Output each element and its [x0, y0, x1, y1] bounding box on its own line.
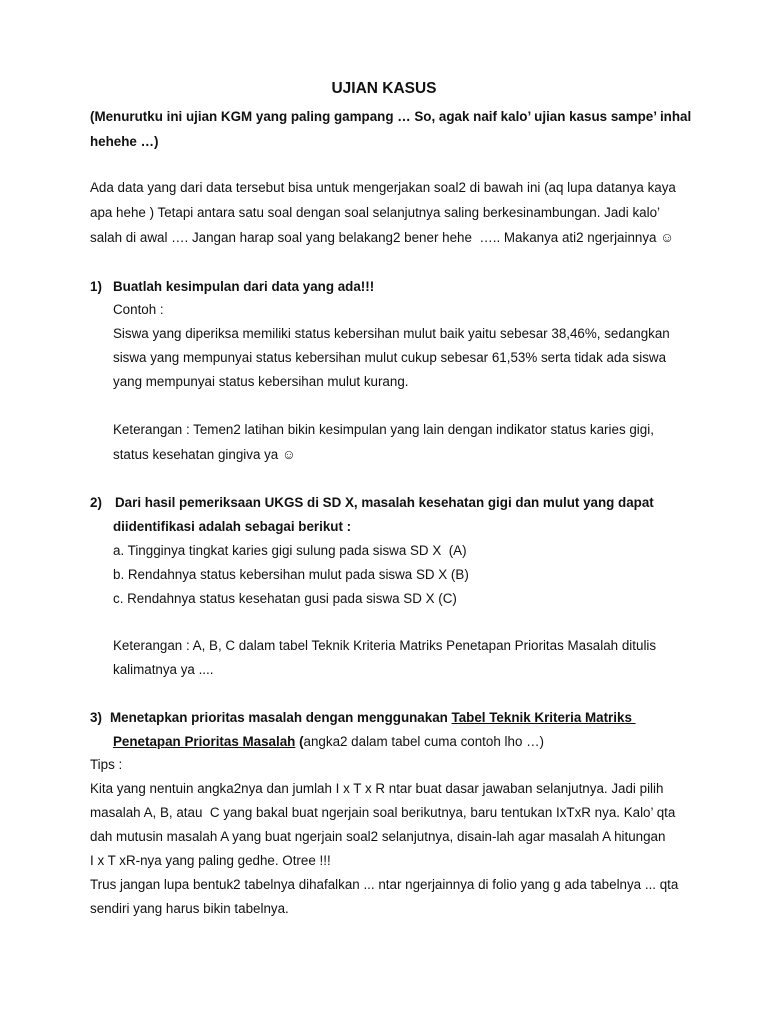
q2-heading-line-1: Dari hasil pemeriksaan UKGS di SD X, masalah kesehatan gigi dan mulut yang dapat — [115, 495, 654, 510]
q1-heading: Buatlah kesimpulan dari data yang ada!!! — [113, 279, 375, 294]
q3-tips-line-3: dah mutusin masalah A yang buat ngerjain soal2 selanjutnya, disain-lah agar masalah A hitungan — [90, 829, 666, 844]
q2-note-line-1: Keterangan : A, B, C dalam tabel Teknik Kriteria Matriks Penetapan Prioritas Masalah ditulis — [113, 638, 657, 653]
q1-example-label: Contoh : — [113, 302, 164, 317]
subtitle-line-1: (Menurutku ini ujian KGM yang paling gampang … So, agak naif kalo’ ujian kasus sampe’ inhal — [90, 109, 692, 124]
q3-heading-end: angka2 dalam tabel cuma contoh lho …) — [303, 734, 544, 749]
intro-line-2: apa hehe ) Tetapi antara satu soal dengan soal selanjutnya saling berkesinambungan. Jadi kalo’ — [90, 205, 660, 220]
q1-example-line-1: Siswa yang diperiksa memiliki status kebersihan mulut baik yaitu sebesar 38,46%, sedangkan — [113, 326, 670, 341]
q3-heading-link-part-1: Tabel Teknik Kriteria Matriks — [451, 710, 636, 725]
q3-heading-link-part-2: Penetapan Prioritas Masalah — [113, 734, 296, 749]
q3-tips-line-1: Kita yang nentuin angka2nya dan jumlah I x T x R ntar buat dasar jawaban selanjutnya. Jadi pilih — [90, 781, 664, 796]
q3-heading-start: Menetapkan prioritas masalah dengan menggunakan — [110, 710, 452, 725]
q2-item-a: a. Tingginya tingkat karies gigi sulung pada siswa SD X (A) — [113, 543, 467, 558]
intro-line-1: Ada data yang dari data tersebut bisa untuk mengerjakan soal2 di bawah ini (aq lupa datanya kaya — [90, 180, 676, 195]
q1-example-line-2: siswa yang mempunyai status kebersihan mulut cukup sebesar 61,53% serta tidak ada siswa — [113, 350, 667, 365]
q3-heading-line-1 — [110, 709, 636, 727]
subtitle-line-2: hehehe …) — [90, 134, 159, 149]
q3-tips-line-6: sendiri yang harus bikin tabelnya. — [90, 901, 289, 916]
q3-tips-line-5: Trus jangan lupa bentuk2 tabelnya dihafalkan ... ntar ngerjainnya di folio yang g ada tabelnya ... qta — [90, 877, 679, 892]
q2-number: 2) — [90, 495, 102, 510]
q1-note-line-2: status kesehatan gingiva ya ☺ — [113, 447, 296, 462]
q3-tips-line-4: I x T xR-nya yang paling gedhe. Otree !!! — [90, 853, 331, 868]
intro-line-3: salah di awal …. Jangan harap soal yang belakang2 bener hehe ….. Makanya ati2 ngerjainnya ☺ — [90, 230, 674, 245]
q1-number: 1) — [90, 279, 102, 294]
q2-heading-line-2: diidentifikasi adalah sebagai berikut : — [113, 519, 352, 534]
q3-tips-line-2: masalah A, B, atau C yang bakal buat ngerjain soal berikutnya, baru tentukan IxTxR nya. Kalo’ qta — [90, 805, 676, 820]
q2-item-b: b. Rendahnya status kebersihan mulut pada siswa SD X (B) — [113, 567, 469, 582]
q2-note-line-2: kalimatnya ya .... — [113, 662, 214, 677]
q2-item-c: c. Rendahnya status kesehatan gusi pada siswa SD X (C) — [113, 591, 457, 606]
page-title: UJIAN KASUS — [331, 80, 437, 97]
q3-number: 3) — [90, 710, 102, 725]
q3-heading-line-2 — [113, 733, 544, 751]
q1-example-line-3: yang mempunyai status kebersihan mulut kurang. — [113, 374, 409, 389]
q1-note-line-1: Keterangan : Temen2 latihan bikin kesimpulan yang lain dengan indikator status karies gigi, — [113, 422, 654, 437]
q3-tips-label: Tips : — [90, 757, 123, 772]
q3-heading-paren: ( — [295, 734, 304, 749]
